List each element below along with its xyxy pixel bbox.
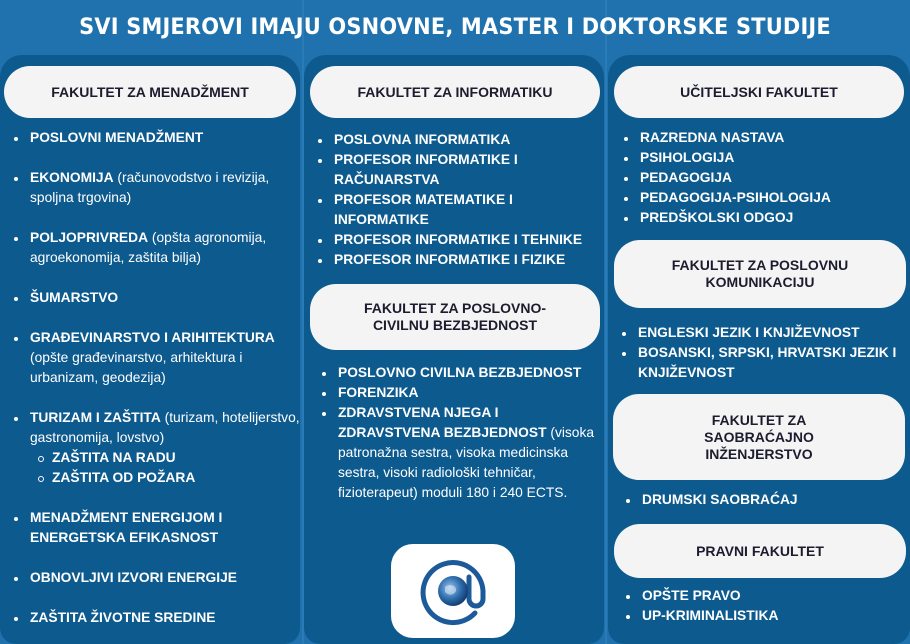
faculty-header-teachers: UČITELJSKI FAKULTET <box>614 66 904 118</box>
program-item: TURIZAM I ZAŠTITA (turizam, hotelijerstvo, gastronomija, lovstvo) <box>12 408 300 448</box>
program-list-traffic-engineering <box>624 490 904 510</box>
program-item: PROFESOR INFORMATIKE I TEHNIKE <box>316 230 598 250</box>
program-item: RAZREDNA NASTAVA <box>622 128 906 148</box>
program-item: PROFESOR INFORMATIKE I FIZIKE <box>316 250 598 270</box>
program-item: ZDRAVSTVENA NJEGA I ZDRAVSTVENA BEZBJEDNOST (visoka patronažna sestra, visoka medicinska sestra, visoki radiološki tehničar, fizioterapeut) moduli 180 i 240 ECTS. <box>320 403 600 503</box>
faculty-header-traffic-engineering: FAKULTET ZA SAOBRAĆAJNO INŽENJERSTVO <box>613 394 905 480</box>
program-item: POSLOVNO CIVILNA BEZBJEDNOST <box>320 363 600 383</box>
logo <box>391 544 515 638</box>
program-item: OPŠTE PRAVO <box>624 586 904 606</box>
program-item: GRAĐEVINARSTVO I ARIHITEKTURA (opšte građevinarstvo, arhitektura i urbanizam, geodezija) <box>12 328 300 388</box>
program-item: PSIHOLOGIJA <box>622 148 906 168</box>
program-list-management <box>12 128 300 628</box>
faculty-header-law: PRAVNI FAKULTET <box>614 524 906 578</box>
background-divider <box>605 0 607 644</box>
program-item: ŠUMARSTVO <box>12 288 300 308</box>
program-item: POLJOPRIVREDA (opšta agronomija, agroekonomija, zaštita bilja) <box>12 228 300 268</box>
program-item: PREDŠKOLSKI ODGOJ <box>622 208 906 228</box>
program-list-civil-security <box>320 363 600 503</box>
program-item: BOSANSKI, SRPSKI, HRVATSKI JEZIK I KNJIŽEVNOST <box>620 343 904 383</box>
program-item: PEDAGOGIJA-PSIHOLOGIJA <box>622 188 906 208</box>
program-item: PROFESOR INFORMATIKE I RAČUNARSTVA <box>316 150 598 190</box>
program-item: OBNOVLJIVI IZVORI ENERGIJE <box>12 568 300 588</box>
faculty-header-civil-security: FAKULTET ZA POSLOVNO-CIVILNU BEZBJEDNOST <box>310 284 600 350</box>
program-list-law <box>624 586 904 626</box>
program-subitem: ZAŠTITA OD POŽARA <box>12 468 300 488</box>
program-list-informatics <box>316 130 598 270</box>
program-item: MENADŽMENT ENERGIJOM I ENERGETSKA EFIKASNOST <box>12 508 300 548</box>
faculty-header-management: FAKULTET ZA MENADŽMENT <box>4 66 296 118</box>
program-subitem: ZAŠTITA NA RADU <box>12 448 300 468</box>
program-item: PEDAGOGIJA <box>622 168 906 188</box>
program-item: FORENZIKA <box>320 383 600 403</box>
program-item: DRUMSKI SAOBRAĆAJ <box>624 490 904 510</box>
program-item: POSLOVNA INFORMATIKA <box>316 130 598 150</box>
program-item: ENGLESKI JEZIK I KNJIŽEVNOST <box>620 323 904 343</box>
program-item: PROFESOR MATEMATIKE I INFORMATIKE <box>316 190 598 230</box>
program-item: EKONOMIJA (računovodstvo i revizija, spoljna trgovina) <box>12 168 300 208</box>
program-list-teachers <box>622 128 906 228</box>
faculty-header-business-communication: FAKULTET ZA POSLOVNU KOMUNIKACIJU <box>614 240 906 308</box>
program-item: POSLOVNI MENADŽMENT <box>12 128 300 148</box>
faculty-header-informatics: FAKULTET ZA INFORMATIKU <box>310 66 600 118</box>
globe-at-sign-icon <box>413 551 493 631</box>
program-item: UP-KRIMINALISTIKA <box>624 606 904 626</box>
program-item: ZAŠTITA ŽIVOTNE SREDINE <box>12 608 300 628</box>
page-title: SVI SMJEROVI IMAJU OSNOVNE, MASTER I DOKTORSKE STUDIJE <box>79 14 831 40</box>
program-list-business-communication <box>620 323 904 383</box>
